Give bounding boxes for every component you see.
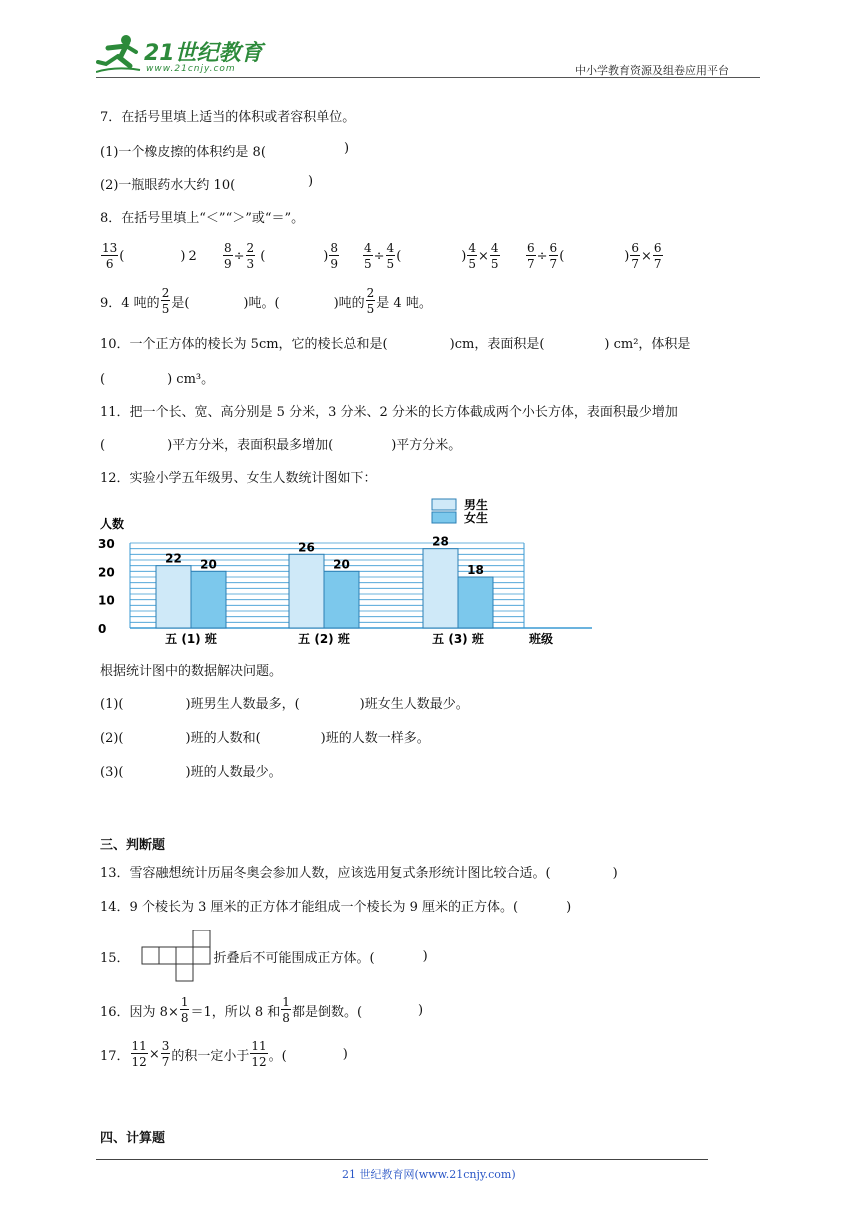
fraction: $\frac{6}{7}$ xyxy=(653,241,662,271)
bar-value-label: 20 xyxy=(200,557,217,572)
q11-line1: 11．把一个长、宽、高分别是 5 分米，3 分米、2 分米的长方体截成两个小长方体，表面积最少增加 xyxy=(100,405,678,420)
y-tick-label: 10 xyxy=(98,593,115,608)
q12-p2-a: (2)( xyxy=(100,731,124,746)
footer-divider xyxy=(96,1159,708,1160)
q15-close: ) xyxy=(422,948,428,964)
q9-text-c: )吨。( xyxy=(243,295,280,311)
q17 xyxy=(100,1036,348,1072)
fraction: $\frac{6}{7}$ xyxy=(527,241,535,271)
fraction: $\frac{3}{7}$ xyxy=(161,1039,170,1069)
q12-p1-c: )班女生人数最少。 xyxy=(359,697,469,712)
q7-part2: (2)一瓶眼药水大约 10( xyxy=(100,178,236,193)
fraction: $\frac{2}{5}$ xyxy=(161,286,170,316)
q9-text-e: 是 4 吨。 xyxy=(376,295,432,311)
fraction: $\frac{2}{3}$ xyxy=(246,241,255,271)
fraction: $\frac{4}{5}$ xyxy=(490,241,499,271)
q8-item-4 xyxy=(525,238,664,274)
q12-part2 xyxy=(100,727,430,746)
q15 xyxy=(100,930,428,982)
q12-p3-a: (3)( xyxy=(100,765,124,780)
fraction: $\frac{4}{5}$ xyxy=(386,241,395,271)
q7-part1-close: ) xyxy=(344,141,350,156)
q17-text-c: 。( xyxy=(268,1048,287,1064)
q11-line2 xyxy=(100,434,461,453)
q12-part1 xyxy=(100,693,469,712)
legend-swatch-boys xyxy=(432,499,456,510)
q13 xyxy=(100,862,618,881)
x-category-label: 五 (3) 班 xyxy=(432,632,484,646)
q14-text: 14．9 个棱长为 3 厘米的正方体才能组成一个棱长为 9 厘米的正方体。( xyxy=(100,900,519,915)
q10-text-e: ) cm³。 xyxy=(167,372,215,387)
q16-close: ) xyxy=(418,1002,424,1018)
bar-boys xyxy=(156,566,191,628)
legend-label-girls: 女生 xyxy=(464,511,489,525)
q16 xyxy=(100,992,423,1028)
divide-sign: ÷ xyxy=(233,248,245,264)
fraction: $\frac{13}{6}$ xyxy=(102,241,118,271)
fraction: $\frac{8}{9}$ xyxy=(330,241,338,271)
q12-p3-b: )班的人数最少。 xyxy=(185,765,282,780)
q9-text-a: 9．4 吨的 xyxy=(100,295,160,311)
legend-label-boys: 男生 xyxy=(464,498,489,512)
q10-text-c: ) cm²，体积是 xyxy=(604,337,691,352)
fraction: $\frac{4}{5}$ xyxy=(468,241,476,271)
q7-part2-close: ) xyxy=(308,174,314,189)
fraction: $\frac{1}{8}$ xyxy=(282,995,290,1025)
multiply-sign: × xyxy=(148,1046,160,1062)
open-paren: ( xyxy=(396,248,402,264)
q14 xyxy=(100,896,571,915)
fraction: $\frac{8}{9}$ xyxy=(224,241,232,271)
bar-girls xyxy=(324,571,359,628)
bar-chart xyxy=(92,493,612,653)
x-category-label: 五 (1) 班 xyxy=(165,632,217,646)
y-tick-label: 0 xyxy=(98,622,107,636)
header-platform-text: 中小学教育资源及组卷应用平台 xyxy=(575,64,729,77)
bar-girls xyxy=(458,577,493,628)
bar-value-label: 28 xyxy=(432,534,449,549)
close-paren: ) xyxy=(323,248,329,264)
bar-value-label: 20 xyxy=(333,557,350,572)
x-category-label: 五 (2) 班 xyxy=(298,632,350,646)
fraction: $\frac{11}{12}$ xyxy=(251,1039,267,1069)
bar-boys xyxy=(423,549,458,628)
footer-text: 21 世纪教育网(www.21cnjy.com) xyxy=(342,1168,516,1181)
fraction: $\frac{6}{7}$ xyxy=(631,241,639,271)
q12-stem: 12．实验小学五年级男、女生人数统计图如下： xyxy=(100,471,377,486)
y-axis-title: 人数 xyxy=(100,517,125,531)
open-paren: ( xyxy=(559,248,565,264)
q8-item-3 xyxy=(362,238,501,274)
q13-text: 13．雪容融想统计历届冬奥会参加人数，应该选用复式条形统计图比较合适。( xyxy=(100,866,551,881)
multiply-sign: × xyxy=(477,248,489,264)
q12-instruction: 根据统计图中的数据解决问题。 xyxy=(100,664,283,679)
q10-text-d: ( xyxy=(100,372,106,387)
q12-part3 xyxy=(100,761,282,780)
close-paren: ) xyxy=(461,248,467,264)
fraction: $\frac{4}{5}$ xyxy=(364,241,372,271)
logo xyxy=(96,34,261,76)
bar-value-label: 22 xyxy=(165,551,182,566)
divide-sign: ÷ xyxy=(373,248,385,264)
q8-item-1 xyxy=(100,238,197,274)
q16-text-b: ＝1，所以 8 和 xyxy=(190,1004,281,1020)
q15-number: 15． xyxy=(100,950,130,966)
close-paren: ) xyxy=(624,248,630,264)
bar-value-label: 18 xyxy=(467,563,484,577)
q11-text-c: )平方分米。 xyxy=(391,438,462,453)
q12-p1-b: )班男生人数最多，( xyxy=(185,697,300,712)
legend-swatch-girls xyxy=(432,512,456,523)
q9-text-d: )吨的 xyxy=(333,295,365,311)
q17-close: ) xyxy=(342,1046,348,1062)
q9-text-b: 是( xyxy=(171,295,190,311)
divide-sign: ÷ xyxy=(536,248,548,264)
bar-girls xyxy=(191,571,226,628)
q12-p2-c: )班的人数一样多。 xyxy=(320,731,430,746)
q13-close: ) xyxy=(612,866,618,881)
q12-p1-a: (1)( xyxy=(100,697,124,712)
section3-title: 三、判断题 xyxy=(100,838,166,853)
value-two: 2 xyxy=(188,248,197,264)
fraction: $\frac{6}{7}$ xyxy=(549,241,558,271)
bar-value-label: 26 xyxy=(298,540,315,555)
q11-text-a: ( xyxy=(100,438,106,453)
logo-title: 21世纪教育 xyxy=(144,41,263,66)
bar-boys xyxy=(289,554,324,628)
runner-logo-icon xyxy=(96,34,142,74)
q7-stem: 7．在括号里填上适当的体积或者容积单位。 xyxy=(100,110,356,125)
fraction: $\frac{2}{5}$ xyxy=(366,286,375,316)
header-divider xyxy=(96,77,760,78)
multiply-sign: × xyxy=(640,248,652,264)
open-paren: ( xyxy=(260,248,266,264)
q10-text-b: )cm，表面积是( xyxy=(449,337,545,352)
q10-line1 xyxy=(100,333,690,352)
q11-text-b: )平方分米，表面积最多增加( xyxy=(167,438,334,453)
open-paren: ( xyxy=(119,248,125,264)
section4-title: 四、计算题 xyxy=(100,1131,166,1146)
q9-line xyxy=(100,283,432,319)
q17-number: 17． xyxy=(100,1048,130,1064)
fraction: $\frac{1}{8}$ xyxy=(180,995,189,1025)
q15-text: 折叠后不可能围成正方体。( xyxy=(213,950,375,966)
q10-text-a: 10．一个正方体的棱长为 5cm，它的棱长总和是( xyxy=(100,337,388,352)
q12-p2-b: )班的人数和( xyxy=(185,731,261,746)
fraction: $\frac{11}{12}$ xyxy=(131,1039,147,1069)
q10-line2 xyxy=(100,368,214,387)
q7-part1: (1)一个橡皮擦的体积约是 8( xyxy=(100,145,266,160)
q8-item-2 xyxy=(222,238,340,274)
q17-text-b: 的积一定小于 xyxy=(171,1048,250,1064)
cube-net-figure xyxy=(140,930,212,982)
q16-text-a: 16．因为 8× xyxy=(100,1004,179,1020)
logo-subtitle: www.21cnjy.com xyxy=(146,64,236,74)
x-axis-title: 班级 xyxy=(529,632,554,646)
y-tick-label: 30 xyxy=(98,537,115,551)
q8-stem: 8．在括号里填上“＜”“＞”或“＝”。 xyxy=(100,211,305,226)
y-tick-label: 20 xyxy=(98,565,115,580)
q14-close: ) xyxy=(566,900,572,915)
q16-text-c: 都是倒数。( xyxy=(291,1004,363,1020)
close-paren: ) xyxy=(180,248,186,264)
